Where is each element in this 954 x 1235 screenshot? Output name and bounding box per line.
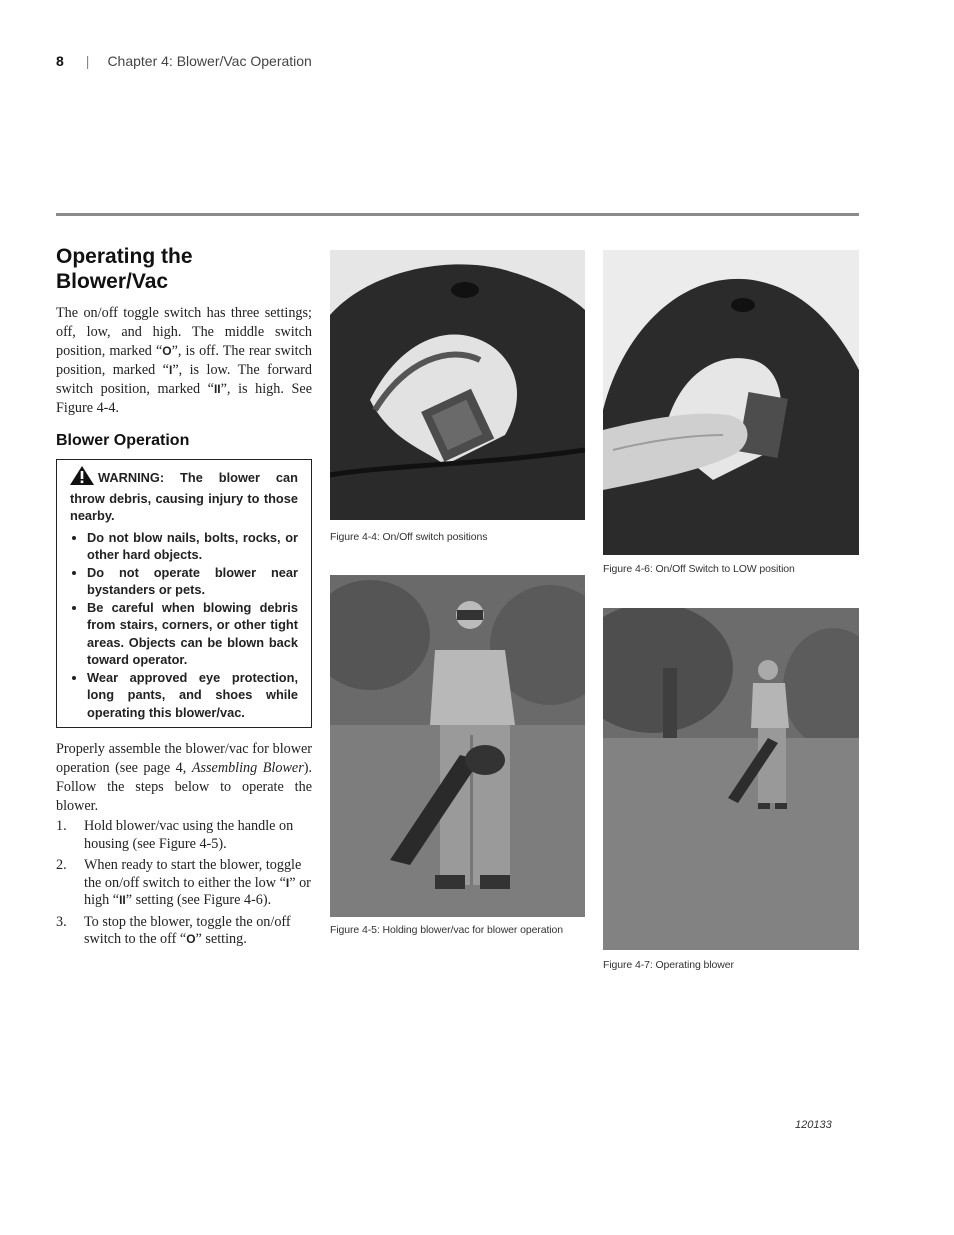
off-marker: O (186, 932, 196, 946)
figure-4-6-photo (603, 250, 859, 555)
page-number: 8 (56, 53, 64, 69)
warning-item: • Be careful when blowing debris from stairs, corners, or other tight areas. Objects can be blown back toward operator. (87, 599, 298, 669)
step-text: To stop the blower, toggle the on/off switch to the off “ (84, 913, 291, 947)
warning-box (56, 459, 312, 728)
page-header (56, 53, 312, 69)
high-marker: II (119, 893, 126, 907)
section-divider (56, 213, 859, 216)
figure-4-7-caption: Figure 4-7: Operating blower (603, 959, 734, 971)
intro-paragraph (56, 304, 312, 418)
figure-4-6-caption: Figure 4-6: On/Off Switch to LOW position (603, 563, 795, 575)
figure-4-7-photo (603, 608, 859, 950)
step-item (56, 818, 312, 853)
low-marker: I (285, 875, 290, 890)
figure-4-4-caption: Figure 4-4: On/Off switch positions (330, 531, 488, 543)
step-item (56, 857, 312, 910)
subsection-title: Blower Operation (56, 432, 190, 449)
section-title-line1: Operating the (56, 245, 193, 268)
off-marker: O (162, 344, 172, 358)
assembly-paragraph (56, 740, 312, 816)
step-text: When ready to start the blower, toggle the on/off switch to either the low “ (84, 857, 302, 891)
step-item (56, 914, 312, 949)
warning-list (70, 529, 298, 722)
assembly-reference: Assembling Blower (191, 760, 304, 776)
step-text: ” setting (see Figure 4-6). (125, 892, 272, 908)
warning-item: • Do not blow nails, bolts, rocks, or other hard objects. (87, 529, 298, 564)
step-number: 3. (56, 913, 67, 930)
step-text: ” setting. (195, 931, 247, 947)
warning-item: • Do not operate blower near bystanders or pets. (87, 564, 298, 599)
document-id: 120133 (795, 1119, 832, 1131)
warning-item: • Wear approved eye protection, long pants, and shoes while operating this blower/vac. (87, 669, 298, 722)
step-number: 1. (56, 818, 67, 834)
warning-heading (70, 466, 298, 525)
figure-4-5-caption: Figure 4-5: Holding blower/vac for blower operation (330, 924, 564, 936)
intro-text-3: ”, is low. The forward switch position, marked “ (56, 362, 312, 397)
steps-list (56, 818, 312, 949)
low-marker: I (168, 363, 173, 377)
assembly-text-1: Properly assemble the blower/vac for blower operation (see page 4, (56, 741, 312, 776)
section-title (56, 244, 312, 294)
left-column (56, 244, 312, 953)
warning-triangle-icon (70, 466, 94, 490)
intro-text-2: ”, is off. The rear switch position, marked “ (56, 343, 313, 378)
chapter-title: Chapter 4: Blower/Vac Operation (107, 53, 312, 69)
figure-4-4-photo (330, 250, 585, 520)
warning-heading-text: WARNING: The blower can throw debris, causing injury to those nearby. (70, 470, 298, 523)
intro-text-4: ”, is high. See Figure 4-4. (56, 381, 312, 416)
intro-text-1: The on/off toggle switch has three settings; off, low, and high. The middle switch position, marked “ (56, 305, 312, 359)
step-number: 2. (56, 857, 67, 873)
header-separator: | (85, 53, 90, 69)
figure-4-5-photo (330, 575, 585, 917)
high-marker: II (213, 382, 221, 396)
step-text: Hold blower/vac using the handle on housing (see Figure 4-5). (84, 818, 294, 852)
step-text: ” or high “ (84, 874, 311, 908)
assembly-text-2: ). Follow the steps below to operate the blower. (56, 760, 313, 814)
section-title-line2: Blower/Vac (56, 270, 169, 293)
